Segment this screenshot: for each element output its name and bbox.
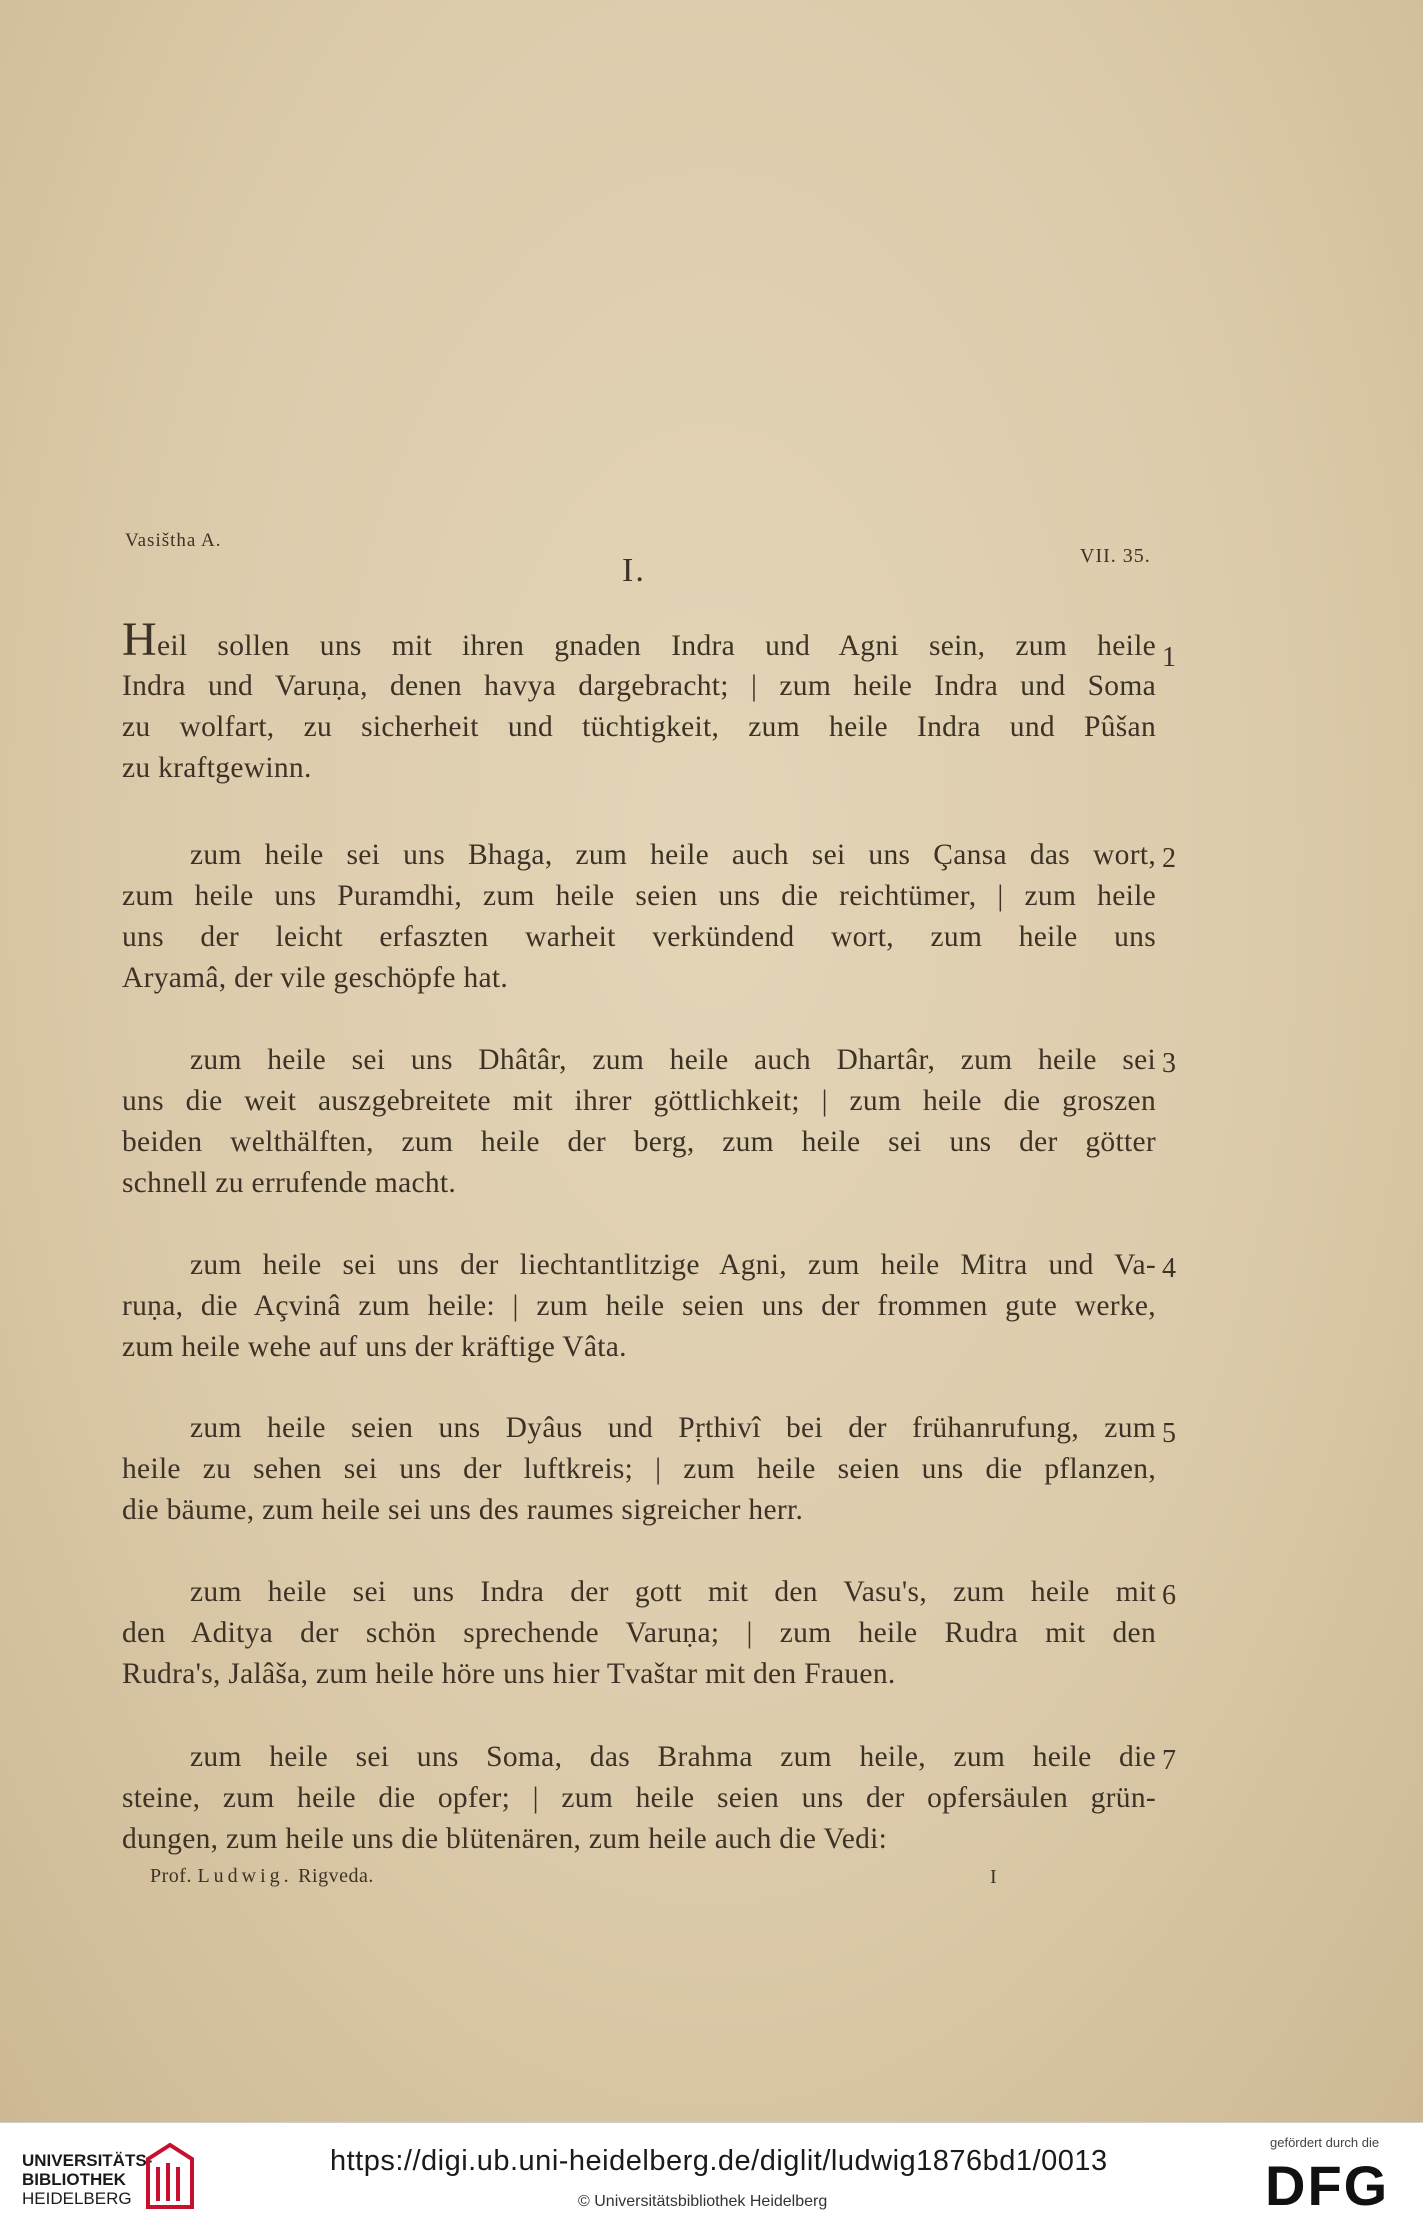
drop-capital: H [122, 613, 157, 666]
permalink-url[interactable]: https://digi.ub.uni-heidelberg.de/diglit/ludwig1876bd1/0013 [330, 2145, 1108, 2177]
verse-line: heile zu sehen sei uns der luftkreis; | zum heile seien uns die pflanzen, [122, 1453, 1156, 1485]
verse-line: den Aditya der schön sprechende Varuṇa; | zum heile Rudra mit den [122, 1617, 1156, 1649]
running-head-left: Vasištha A. [125, 530, 222, 551]
copyright-notice: © Universitätsbibliothek Heidelberg [578, 2193, 828, 2210]
verse-1 [122, 613, 1156, 789]
viewer-footer-bar [0, 2122, 1423, 2227]
verse-line: zum heile sei uns Soma, das Brahma zum heile, zum heile die [190, 1741, 1156, 1773]
verse-number: 7 [1162, 1745, 1176, 1776]
verse-5 [122, 1408, 1156, 1531]
verse-line: die bäume, zum heile sei uns des raumes sigreicher herr. [122, 1494, 804, 1526]
verse-7 [122, 1737, 1156, 1860]
verse-line: beiden welthälften, zum heile der berg, zum heile sei uns der götter [122, 1126, 1156, 1158]
verse-line: steine, zum heile die opfer; | zum heile seien uns der opfersäulen grün- [122, 1782, 1156, 1814]
verse-6 [122, 1572, 1156, 1695]
verse-2 [122, 835, 1156, 999]
verse-line: Heil sollen uns mit ihren gnaden Indra und Agni sein, zum heile [122, 613, 1156, 666]
verse-3 [122, 1040, 1156, 1204]
verse-line: uns die weit auszgebreitete mit ihrer göttlichkeit; | zum heile die groszen [122, 1085, 1156, 1117]
verse-line: uns der leicht erfaszten warheit verkündend wort, zum heile uns [122, 921, 1156, 953]
library-logo-text[interactable]: UNIVERSITÄTS- BIBLIOTHEK HEIDELBERG [22, 2151, 153, 2208]
verse-number: 6 [1162, 1580, 1176, 1611]
funding-note: gefördert durch die [1270, 2135, 1380, 2150]
verse-4 [122, 1245, 1156, 1368]
verse-line: dungen, zum heile uns die blütenären, zum heile auch die Vedi: [122, 1823, 888, 1855]
library-logo-icon [140, 2141, 198, 2211]
verse-number: 2 [1162, 843, 1176, 874]
verse-line: zum heile sei uns der liechtantlitzige Agni, zum heile Mitra und Va- [190, 1249, 1156, 1281]
footer-author: Prof. Ludwig. Rigveda. [150, 1865, 374, 1887]
verse-line: zum heile seien uns Dyâus und Pṛthivî bei der frühanrufung, zum [190, 1412, 1156, 1444]
verse-line: Rudra's, Jalâša, zum heile höre uns hier Tvaštar mit den Frauen. [122, 1658, 896, 1690]
verse-line: Indra und Varuṇa, denen havya dargebracht; | zum heile Indra und Soma [122, 670, 1156, 702]
verse-number: 1 [1162, 642, 1176, 673]
verse-number: 3 [1162, 1048, 1176, 1079]
verse-line: zu kraftgewinn. [122, 752, 312, 784]
verse-line: zum heile sei uns Indra der gott mit den Vasu's, zum heile mit [190, 1576, 1156, 1608]
verse-line: Aryamâ, der vile geschöpfe hat. [122, 962, 509, 994]
verse-line: zum heile wehe auf uns der kräftige Vâta. [122, 1331, 627, 1363]
verse-line: zum heile uns Puramdhi, zum heile seien uns die reichtümer, | zum heile [122, 880, 1156, 912]
verse-line: zum heile sei uns Dhâtâr, zum heile auch Dhartâr, zum heile sei [190, 1044, 1156, 1076]
section-number: I. [622, 552, 646, 589]
verse-number: 5 [1162, 1418, 1176, 1449]
signature-mark: I [990, 1866, 997, 1888]
verse-line: ruṇa, die Açvinâ zum heile: | zum heile seien uns der frommen gute werke, [122, 1290, 1156, 1322]
verse-number: 4 [1162, 1253, 1176, 1284]
running-head-right: VII. 35. [1080, 545, 1151, 567]
dfg-logo[interactable]: DFG [1265, 2154, 1390, 2217]
verse-line: zum heile sei uns Bhaga, zum heile auch sei uns Çansa das wort, [190, 839, 1156, 871]
verse-line: zu wolfart, zu sicherheit und tüchtigkeit, zum heile Indra und Pûšan [122, 711, 1156, 743]
verse-line: schnell zu errufende macht. [122, 1167, 457, 1199]
